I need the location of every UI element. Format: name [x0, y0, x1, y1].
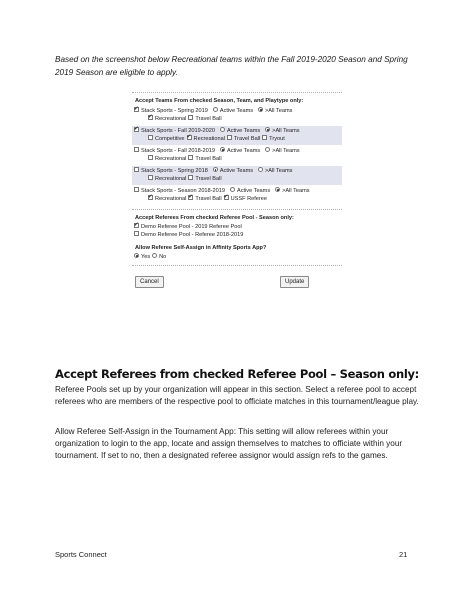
playtype-option[interactable] — [260, 136, 285, 142]
checkbox[interactable] — [148, 155, 153, 160]
playtype-row — [132, 135, 342, 143]
playtype-option[interactable] — [222, 196, 267, 202]
team-filter-option[interactable] — [228, 188, 270, 194]
playtype-label: Travel Ball — [195, 116, 222, 122]
season-group — [132, 126, 342, 145]
team-filter-label: Active Teams — [219, 108, 254, 114]
playtype-option[interactable] — [225, 136, 260, 142]
teams-header: Accept Teams From checked Season, Team, and Playtype only: — [135, 98, 304, 104]
playtype-option[interactable] — [146, 176, 186, 182]
team-filter-label: Active Teams — [227, 128, 261, 134]
checkbox[interactable] — [134, 147, 139, 152]
self-assign-label: No — [159, 254, 167, 260]
checkbox[interactable] — [134, 167, 139, 172]
team-filter-option[interactable] — [211, 108, 253, 114]
intro-text: Based on the screenshot below Recreational teams within the Fall 2019-2020 Season and Spring 2019 Season are eligible to apply. — [55, 55, 408, 77]
radio-button[interactable] — [265, 147, 270, 152]
playtype-option[interactable] — [146, 156, 186, 162]
checkbox[interactable] — [134, 223, 139, 228]
playtype-row — [132, 195, 342, 203]
checkbox[interactable] — [188, 155, 193, 160]
season-label: Stack Sports - Fall 2018-2019 — [141, 148, 215, 154]
team-filter-option[interactable] — [263, 128, 299, 134]
playtype-option[interactable] — [146, 136, 185, 142]
playtype-option[interactable] — [186, 116, 221, 122]
divider — [132, 209, 342, 210]
radio-button[interactable] — [213, 107, 218, 112]
team-filter-label: Active Teams — [219, 168, 254, 174]
playtype-option[interactable] — [186, 196, 221, 202]
checkbox[interactable] — [262, 135, 267, 140]
self-assign-header: Allow Referee Self-Assign in Affinity Sports App? — [135, 245, 267, 251]
playtype-label: Travel Ball — [195, 176, 222, 182]
checkbox[interactable] — [148, 115, 153, 120]
team-filter-option[interactable] — [256, 108, 292, 114]
season-label: Stack Sports - Fall 2019-2020 — [141, 128, 215, 134]
playtype-option[interactable] — [185, 136, 225, 142]
referee-header: Accept Referees From checked Referee Pool - Season only: — [135, 215, 294, 221]
team-filter-option[interactable] — [273, 188, 309, 194]
section-title: Accept Referees from checked Referee Pool – Season only: — [55, 367, 419, 381]
checkbox[interactable] — [224, 195, 229, 200]
playtype-label: Recreational — [155, 176, 187, 182]
referee-pool-label: Demo Referee Pool - 2019 Referee Pool — [141, 224, 242, 230]
radio-button[interactable] — [220, 127, 225, 132]
playtype-row — [132, 115, 342, 123]
playtype-label: Competitive — [155, 136, 185, 142]
radio-button[interactable] — [213, 167, 218, 172]
self-assign-label: Yes — [141, 254, 151, 260]
season-row — [132, 107, 342, 115]
team-filter-label: >All Teams — [265, 168, 293, 174]
playtype-label: Recreational — [193, 136, 225, 142]
checkbox[interactable] — [227, 135, 232, 140]
radio-button[interactable] — [152, 253, 157, 258]
team-filter-option[interactable] — [218, 148, 260, 154]
update-button[interactable]: Update — [280, 276, 309, 288]
playtype-label: USSF Referee — [230, 196, 267, 202]
season-list — [132, 106, 342, 205]
playtype-label: Recreational — [155, 156, 187, 162]
checkbox[interactable] — [188, 195, 193, 200]
team-filter-option[interactable] — [256, 168, 292, 174]
team-filter-label: Active Teams — [236, 188, 271, 194]
season-label: Stack Sports - Spring 2018 — [141, 168, 208, 174]
checkbox[interactable] — [148, 135, 153, 140]
season-group — [132, 106, 342, 125]
radio-button[interactable] — [230, 187, 235, 192]
season-row — [132, 187, 342, 195]
playtype-option[interactable] — [146, 196, 186, 202]
season-row — [132, 147, 342, 155]
season-group — [132, 186, 342, 205]
radio-button[interactable] — [220, 147, 225, 152]
playtype-option[interactable] — [146, 116, 186, 122]
playtype-label: Travel Ball — [195, 156, 222, 162]
radio-button[interactable] — [134, 253, 139, 258]
team-filter-label: >All Teams — [272, 128, 300, 134]
pool-description: Referee Pools set up by your organization will appear in this section. Select a referee pool to accept referees who are members of the respective pool to officiate matches in this tournament/league play. — [55, 385, 419, 406]
playtype-row — [132, 175, 342, 183]
footer-brand: Sports Connect — [55, 550, 107, 559]
checkbox[interactable] — [187, 135, 192, 140]
referee-pool-row — [132, 223, 342, 231]
checkbox[interactable] — [134, 187, 139, 192]
season-row — [132, 167, 342, 175]
divider — [132, 92, 342, 93]
team-filter-label: >All Teams — [282, 188, 310, 194]
self-assign-option[interactable] — [132, 254, 150, 260]
season-label: Stack Sports - Season 2018-2019 — [141, 188, 225, 194]
checkbox[interactable] — [134, 231, 139, 236]
checkbox[interactable] — [148, 175, 153, 180]
checkbox[interactable] — [134, 107, 139, 112]
checkbox[interactable] — [188, 115, 193, 120]
team-filter-label: >All Teams — [272, 148, 300, 154]
radio-button[interactable] — [258, 107, 263, 112]
self-assign-options — [132, 253, 342, 261]
checkbox[interactable] — [148, 195, 153, 200]
radio-button[interactable] — [275, 187, 280, 192]
season-group — [132, 166, 342, 185]
team-filter-option[interactable] — [218, 128, 260, 134]
playtype-option[interactable] — [186, 156, 221, 162]
playtype-label: Travel Ball — [195, 196, 222, 202]
team-filter-option[interactable] — [263, 148, 299, 154]
cancel-button[interactable]: Cancel — [135, 276, 164, 288]
pool-list — [132, 223, 342, 239]
checkbox[interactable] — [134, 127, 139, 132]
self-assign-option[interactable] — [150, 254, 166, 260]
radio-button[interactable] — [265, 127, 270, 132]
playtype-label: Tryout — [269, 136, 285, 142]
playtype-label: Travel Ball — [233, 136, 261, 142]
season-row — [132, 127, 342, 135]
playtype-label: Recreational — [155, 116, 187, 122]
page-number: 21 — [399, 550, 408, 559]
team-filter-label: >All Teams — [265, 108, 293, 114]
playtype-label: Recreational — [155, 196, 187, 202]
season-label: Stack Sports - Spring 2019 — [141, 108, 208, 114]
team-filter-label: Active Teams — [227, 148, 261, 154]
checkbox[interactable] — [188, 175, 193, 180]
self-assign-description: Allow Referee Self-Assign in the Tournament App: This setting will allow referees within your organization to login to the app, locate and assign themselves to matches to officiate within your tournament. If set to no, then a designated referee assignor would assign refs to the games. — [55, 427, 403, 460]
playtype-option[interactable] — [186, 176, 221, 182]
referee-pool-row — [132, 231, 342, 239]
radio-button[interactable] — [258, 167, 263, 172]
settings-screenshot — [132, 92, 342, 344]
divider — [132, 265, 342, 266]
playtype-row — [132, 155, 342, 163]
season-group — [132, 146, 342, 165]
referee-pool-label: Demo Referee Pool - Referee 2018-2019 — [141, 232, 244, 238]
team-filter-option[interactable] — [211, 168, 253, 174]
